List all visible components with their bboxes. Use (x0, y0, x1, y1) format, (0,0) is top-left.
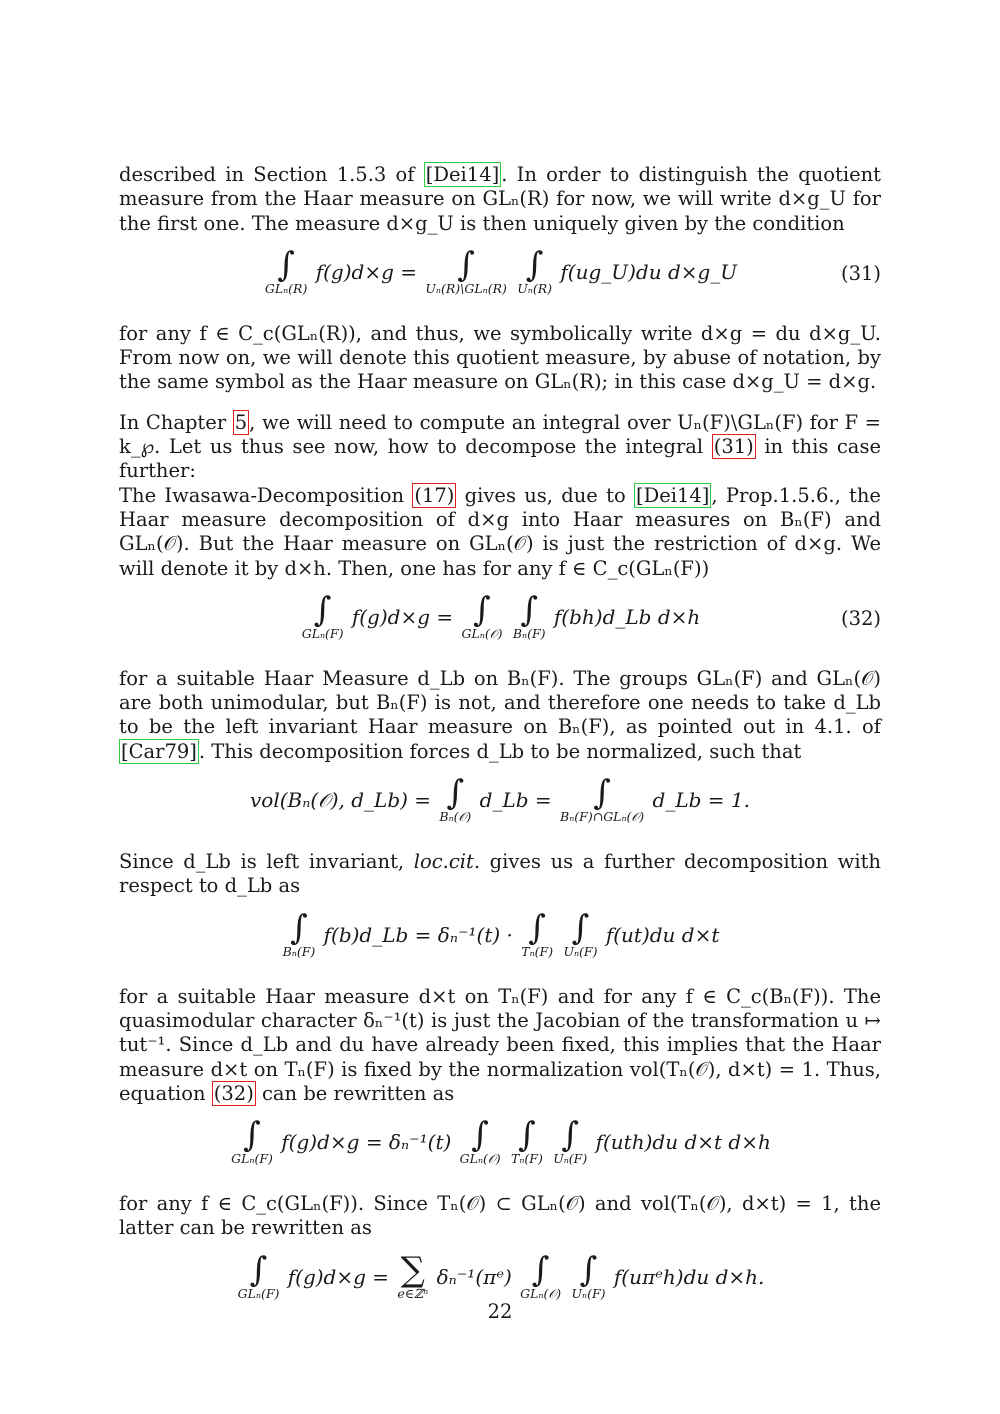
integral: ∫ Bₙ(F) (512, 589, 546, 641)
paragraph-7: for a suitable Haar measure d×t on Tₙ(F) and for any f ∈ C_c(Bₙ(F)). The quasimodular character δₙ⁻¹(t) is just the Jacobian of the transformation u ↦ tut⁻¹. Since d_Lb and du have already been fixed, this implies that the Haar measure d×t on Tₙ(F) is fixed by the normalization vol(Tₙ(𝒪), d×t) = 1. Thus, equation (32) can be rewritten as (119, 984, 881, 1105)
summation: ∑ e∈ℤⁿ (397, 1249, 429, 1301)
equation-number: (31) (840, 261, 881, 285)
integral: ∫ Uₙ(F) (553, 1115, 588, 1167)
integral: ∫ Bₙ(𝒪) (439, 773, 472, 825)
citation-link[interactable]: [Dei14] (635, 483, 710, 507)
equation-final: ∫ GLₙ(F) f(g)d×g = ∑ e∈ℤⁿ δₙ⁻¹(πᵉ) ∫ GLₙ(𝒪) ∫ Uₙ(F) f(uπᵉh)du d×h. (237, 1249, 765, 1301)
integral: ∫ GLₙ(R) (264, 244, 308, 296)
paragraph-2: for any f ∈ C_c(GLₙ(R)), and thus, we symbolically write d×g = du d×g_U. From now on, we will denote this quotient measure, by abuse of notation, by the same symbol as the Haar measure on GLₙ(R); in this case d×g_U = d×g. (119, 321, 881, 394)
integral: ∫ Bₙ(F)∩GLₙ(𝒪) (560, 773, 645, 825)
integral: ∫ Uₙ(R)\GLₙ(R) (425, 244, 507, 296)
integral: ∫ Uₙ(F) (563, 907, 598, 959)
paragraph-6: Since d_Lb is left invariant, loc.cit. gives us a further decomposition with respect to d_Lb as (119, 850, 881, 898)
paragraph-3: In Chapter 5 , we will need to compute an integral over Uₙ(F)\GLₙ(F) for F = k_℘. Let us thus see now, how to decompose the integral (31) in this case further: (119, 410, 881, 483)
equation-volume: vol(Bₙ(𝒪), d_Lb) = ∫ Bₙ(𝒪) d_Lb = ∫ Bₙ(F)∩GLₙ(𝒪) d_Lb = 1. (249, 773, 750, 825)
integral: ∫ GLₙ(F) (231, 1115, 273, 1167)
citation-link[interactable]: [Car79] (121, 739, 197, 763)
integral: ∫ GLₙ(F) (237, 1249, 280, 1301)
chapter-link[interactable]: 5 (234, 410, 248, 434)
integral: ∫ GLₙ(𝒪) (461, 589, 503, 641)
integral: ∫ Tₙ(F) (521, 907, 554, 959)
paragraph-8: for any f ∈ C_c(GLₙ(F)). Since Tₙ(𝒪) ⊂ GLₙ(𝒪) and vol(Tₙ(𝒪), d×t) = 1, the latter can be rewritten as (119, 1192, 881, 1240)
integral: ∫ Tₙ(F) (511, 1115, 543, 1167)
paragraph-5: for a suitable Haar Measure d_Lb on Bₙ(F). The groups GLₙ(F) and GLₙ(𝒪) are both unimodular, but Bₙ(F) is not, and therefore one needs to take d_Lb to be the left invariant Haar measure on Bₙ(F), as pointed out in 4.1. of [Car79] . This decomposition forces d_Lb to be normalized, such that (119, 666, 881, 763)
equation-number: (32) (840, 606, 881, 630)
integral: ∫ GLₙ(F) (301, 589, 344, 641)
integral: ∫ GLₙ(𝒪) (520, 1249, 562, 1301)
equation-31: ∫ GLₙ(R) f(g)d×g = ∫ Uₙ(R)\GLₙ(R) ∫ Uₙ(R) f(ug_U)du d×g_U (31) (264, 244, 881, 296)
text: described in Section 1.5.3 of (119, 163, 424, 186)
text: . In order to distinguish the quotient measure from the Haar measure on GLₙ(R) for now, we will write d×g_U for the first one. The measure d×g_U is then uniquely given by the condition (119, 163, 881, 235)
equation-rewrite: ∫ GLₙ(F) f(g)d×g = δₙ⁻¹(t) ∫ GLₙ(𝒪) ∫ Tₙ(F) ∫ Uₙ(F) f(uth)du d×t d×h (231, 1115, 771, 1167)
citation-link[interactable]: [Dei14] (425, 163, 500, 186)
integral: ∫ Uₙ(F) (571, 1249, 606, 1301)
equation-link[interactable]: (17) (414, 483, 455, 507)
equation-link[interactable]: (32) (213, 1081, 254, 1105)
integral: ∫ Uₙ(R) (517, 244, 552, 296)
page-number: 22 (487, 1300, 513, 1323)
paragraph-1 (119, 163, 881, 236)
equation-link[interactable]: (31) (713, 435, 754, 459)
equation-32: ∫ GLₙ(F) f(g)d×g = ∫ GLₙ(𝒪) ∫ Bₙ(F) f(bh)d_Lb d×h (32) (301, 589, 881, 641)
integral: ∫ GLₙ(𝒪) (459, 1115, 501, 1167)
equation-borel: ∫ Bₙ(F) f(b)d_Lb = δₙ⁻¹(t) · ∫ Tₙ(F) ∫ Uₙ(F) f(ut)du d×t (282, 907, 720, 959)
paragraph-4: The Iwasawa-Decomposition (17) gives us, due to [Dei14] , Prop.1.5.6., the Haar measure decomposition of d×g into Haar measures on Bₙ(F) and GLₙ(𝒪). But the Haar measure on GLₙ(𝒪) is just the restriction of d×g. We will denote it by d×h. Then, one has for any f ∈ C_c(GLₙ(F)) (119, 483, 881, 580)
page-body (119, 163, 881, 1327)
integral: ∫ Bₙ(F) (282, 907, 316, 959)
